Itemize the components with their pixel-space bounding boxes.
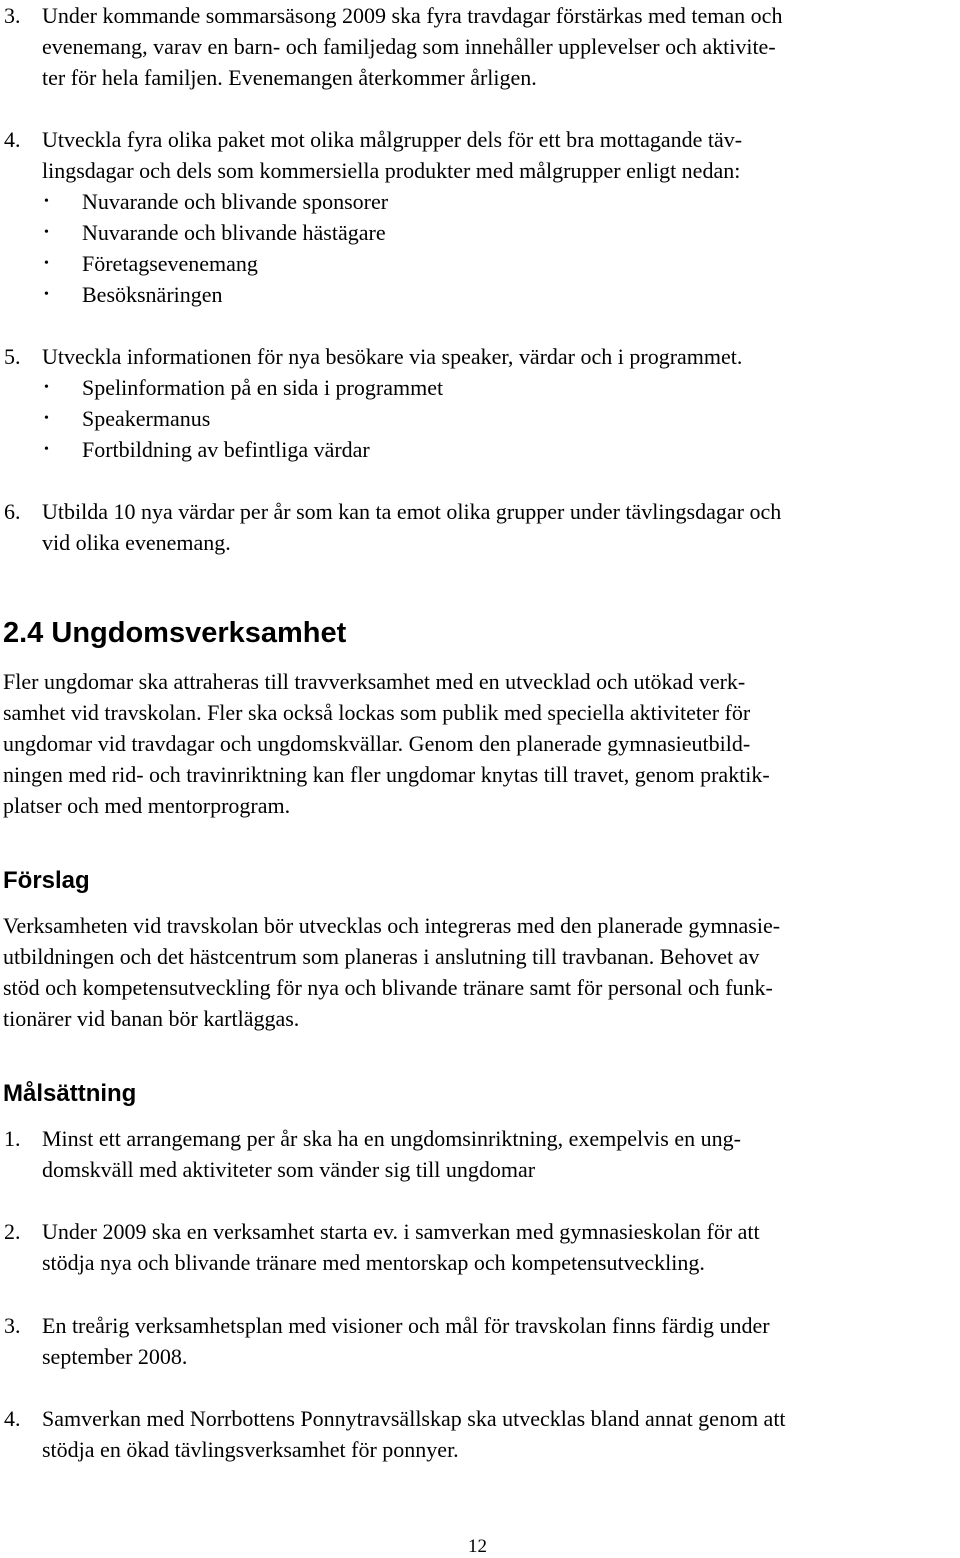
list-item-text: vid olika evenemang. [42, 530, 231, 555]
bullet-text: Speakermanus [82, 406, 211, 431]
bullet-text: Besöksnäringen [82, 282, 223, 307]
section-heading: 2.4 Ungdomsverksamhet [3, 617, 347, 649]
bullet-icon: • [44, 380, 49, 395]
bullet-icon: • [44, 256, 49, 271]
list-item-text: En treårig verksamhetsplan med visioner och mål för travskolan finns färdig under [42, 1313, 770, 1338]
page-number: 12 [468, 1536, 487, 1557]
paragraph-line: ningen med rid- och travinriktning kan fler ungdomar knytas till travet, genom praktik- [3, 762, 770, 787]
list-item-text: Utveckla informationen för nya besökare via speaker, värdar och i programmet. [42, 344, 743, 369]
list-number: 4. [4, 127, 21, 152]
list-item-text: ter för hela familjen. Evenemangen återkommer årligen. [42, 65, 537, 90]
forslag-heading: Förslag [3, 867, 90, 894]
list-number: 6. [4, 499, 21, 524]
malsattning-heading: Målsättning [3, 1080, 137, 1107]
bullet-text: Nuvarande och blivande hästägare [82, 220, 386, 245]
bullet-icon: • [44, 287, 49, 302]
list-item-text: Utbilda 10 nya värdar per år som kan ta emot olika grupper under tävlingsdagar och [42, 499, 782, 524]
list-number: 1. [4, 1126, 21, 1151]
list-number: 3. [4, 3, 21, 28]
list-item-text: Samverkan med Norrbottens Ponnytravsällskap ska utvecklas bland annat genom att [42, 1406, 786, 1431]
list-item-text: evenemang, varav en barn- och familjedag som innehåller upplevelser och aktivite- [42, 34, 776, 59]
paragraph-line: Verksamheten vid travskolan bör utvecklas och integreras med den planerade gymnasie- [3, 913, 781, 938]
bullet-icon: • [44, 194, 49, 209]
paragraph-line: platser och med mentorprogram. [3, 793, 291, 818]
list-number: 5. [4, 344, 21, 369]
list-item-text: Minst ett arrangemang per år ska ha en ungdomsinriktning, exempelvis en ung- [42, 1126, 741, 1151]
bullet-text: Företagsevenemang [82, 251, 258, 276]
bullet-icon: • [44, 442, 49, 457]
list-item-text: lingsdagar och dels som kommersiella produkter med målgrupper enligt nedan: [42, 158, 741, 183]
list-item-text: stödja nya och blivande tränare med mentorskap och kompetensutveckling. [42, 1250, 705, 1275]
list-item-text: Utveckla fyra olika paket mot olika målgrupper dels för ett bra mottagande täv- [42, 127, 743, 152]
paragraph-line: samhet vid travskolan. Fler ska också lockas som publik med speciella aktiviteter för [3, 700, 751, 725]
list-item-text: domskväll med aktiviteter som vänder sig till ungdomar [42, 1157, 536, 1182]
paragraph-line: ungdomar vid travdagar och ungdomskvällar. Genom den planerade gymnasieutbild- [3, 731, 751, 756]
list-item-text: stödja en ökad tävlingsverksamhet för ponnyer. [42, 1437, 459, 1462]
list-number: 4. [4, 1406, 21, 1431]
list-number: 2. [4, 1219, 21, 1244]
bullet-text: Fortbildning av befintliga värdar [82, 437, 370, 462]
bullet-text: Spelinformation på en sida i programmet [82, 375, 444, 400]
bullet-text: Nuvarande och blivande sponsorer [82, 189, 389, 214]
list-number: 3. [4, 1313, 21, 1338]
bullet-icon: • [44, 411, 49, 426]
paragraph-line: stöd och kompetensutveckling för nya och blivande tränare samt för personal och funk- [3, 975, 773, 1000]
bullet-icon: • [44, 225, 49, 240]
list-item-text: Under 2009 ska en verksamhet starta ev. i samverkan med gymnasieskolan för att [42, 1219, 760, 1244]
paragraph-line: utbildningen och det hästcentrum som planeras i anslutning till travbanan. Behovet av [3, 944, 760, 969]
list-item-text: september 2008. [42, 1344, 188, 1369]
list-item-text: Under kommande sommarsäsong 2009 ska fyra travdagar förstärkas med teman och [42, 3, 783, 28]
paragraph-line: tionärer vid banan bör kartläggas. [3, 1006, 300, 1031]
paragraph-line: Fler ungdomar ska attraheras till travverksamhet med en utvecklad och utökad verk- [3, 669, 746, 694]
